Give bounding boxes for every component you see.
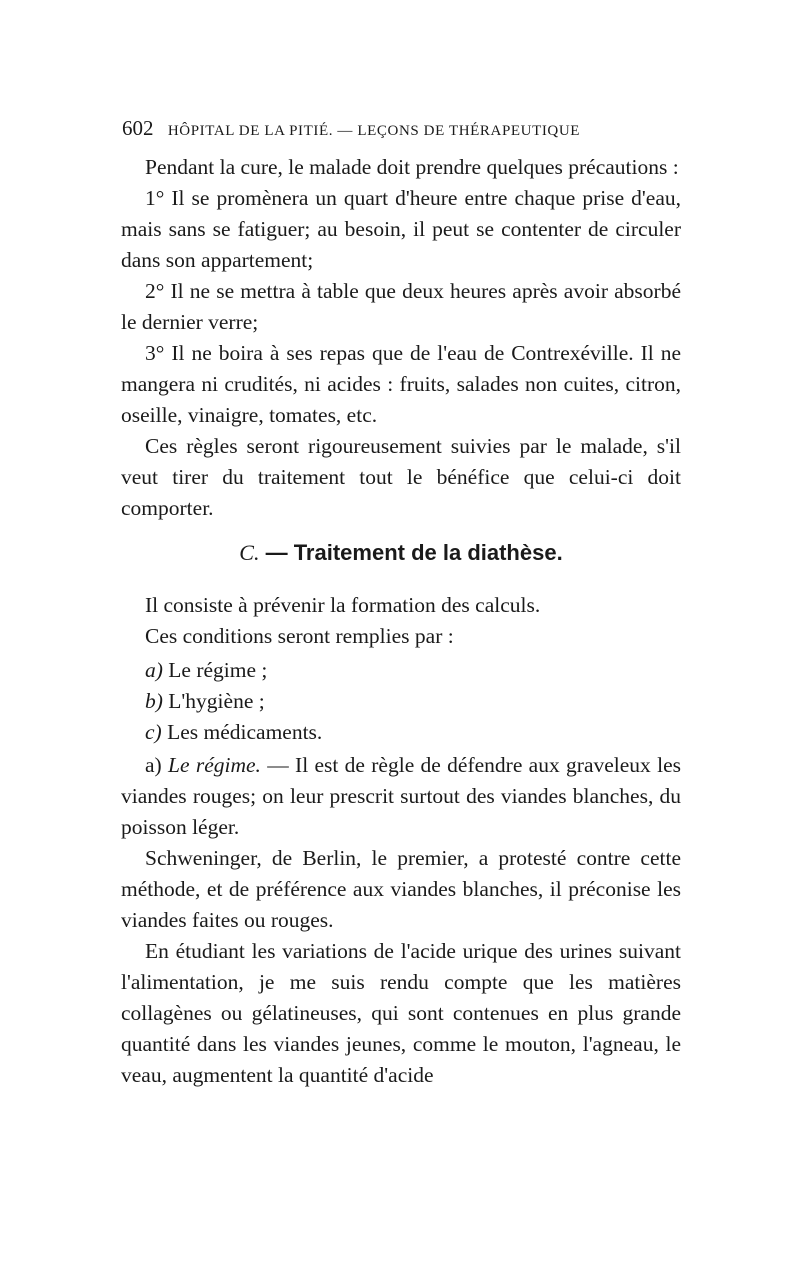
paragraph-precautions: Pendant la cure, le malade doit prendre quelques précautions : xyxy=(145,155,679,179)
section-title: — Traitement de la diathèse. xyxy=(265,540,563,565)
paragraph-conditions: Ces conditions seront remplies par : xyxy=(145,624,454,648)
regime-label: Le régime. xyxy=(168,753,261,777)
list-item-text: Les médicaments. xyxy=(161,720,323,744)
section-letter: C. xyxy=(239,540,260,565)
list-marker: b) xyxy=(145,689,163,713)
running-header xyxy=(122,116,678,141)
list-item-text: L'hygiène ; xyxy=(162,689,265,713)
paragraph-item-2: 2° Il ne se mettra à table que deux heures après avoir absorbé le dernier verre; xyxy=(121,279,681,334)
list-item-medicaments xyxy=(145,717,322,748)
paragraph-item-1: 1° Il se promènera un quart d'heure entre chaque prise d'eau, mais sans se fatiguer; au besoin, il peut se contenter de circuler dans son appartement; xyxy=(121,186,681,272)
paragraph-etudiant: En étudiant les variations de l'acide urique des urines suivant l'alimentation, je me suis rendu compte que les matières collagènes ou gélatineuses, qui sont contenues en plus grande quantité dans les viandes jeunes, comme le mouton, l'agneau, le veau, augmentent la quantité d'acide xyxy=(121,939,681,1087)
paragraph-regime xyxy=(121,750,681,843)
list-item-text: Le régime ; xyxy=(162,658,268,682)
paragraph-regles: Ces règles seront rigoureusement suivies par le malade, s'il veut tirer du traitement tout le bénéfice que celui-ci doit comporter. xyxy=(121,434,681,520)
running-title: HÔPITAL DE LA PITIÉ. — LEÇONS DE THÉRAPEUTIQUE xyxy=(167,123,581,139)
list-marker: a) xyxy=(145,658,163,682)
diathesis-intro xyxy=(121,590,681,652)
section-heading xyxy=(121,540,681,566)
paragraph-consiste: Il consiste à prévenir la formation des calculs. xyxy=(145,593,541,617)
list-item-regime xyxy=(145,655,267,686)
paragraph-item-3: 3° Il ne boira à ses repas que de l'eau de Contrexéville. Il ne mangera ni crudités, ni acides : fruits, salades non cuites, citron, oseille, vinaigre, tomates, etc. xyxy=(121,341,681,427)
intro-section xyxy=(121,152,681,524)
list-marker: c) xyxy=(145,720,162,744)
main-text xyxy=(121,750,681,1091)
regime-text: — Il est de règle de défendre aux graveleux les viandes rouges; on leur prescrit surtout des viandes blanches, du poisson léger. xyxy=(121,753,681,839)
list-item-hygiene xyxy=(145,686,265,717)
regime-prefix: a) xyxy=(145,753,169,777)
page-number: 602 xyxy=(122,116,154,140)
paragraph-schweninger: Schweninger, de Berlin, le premier, a protesté contre cette méthode, et de préférence aux viandes blanches, il préconise les viandes faites ou rouges. xyxy=(121,846,681,932)
